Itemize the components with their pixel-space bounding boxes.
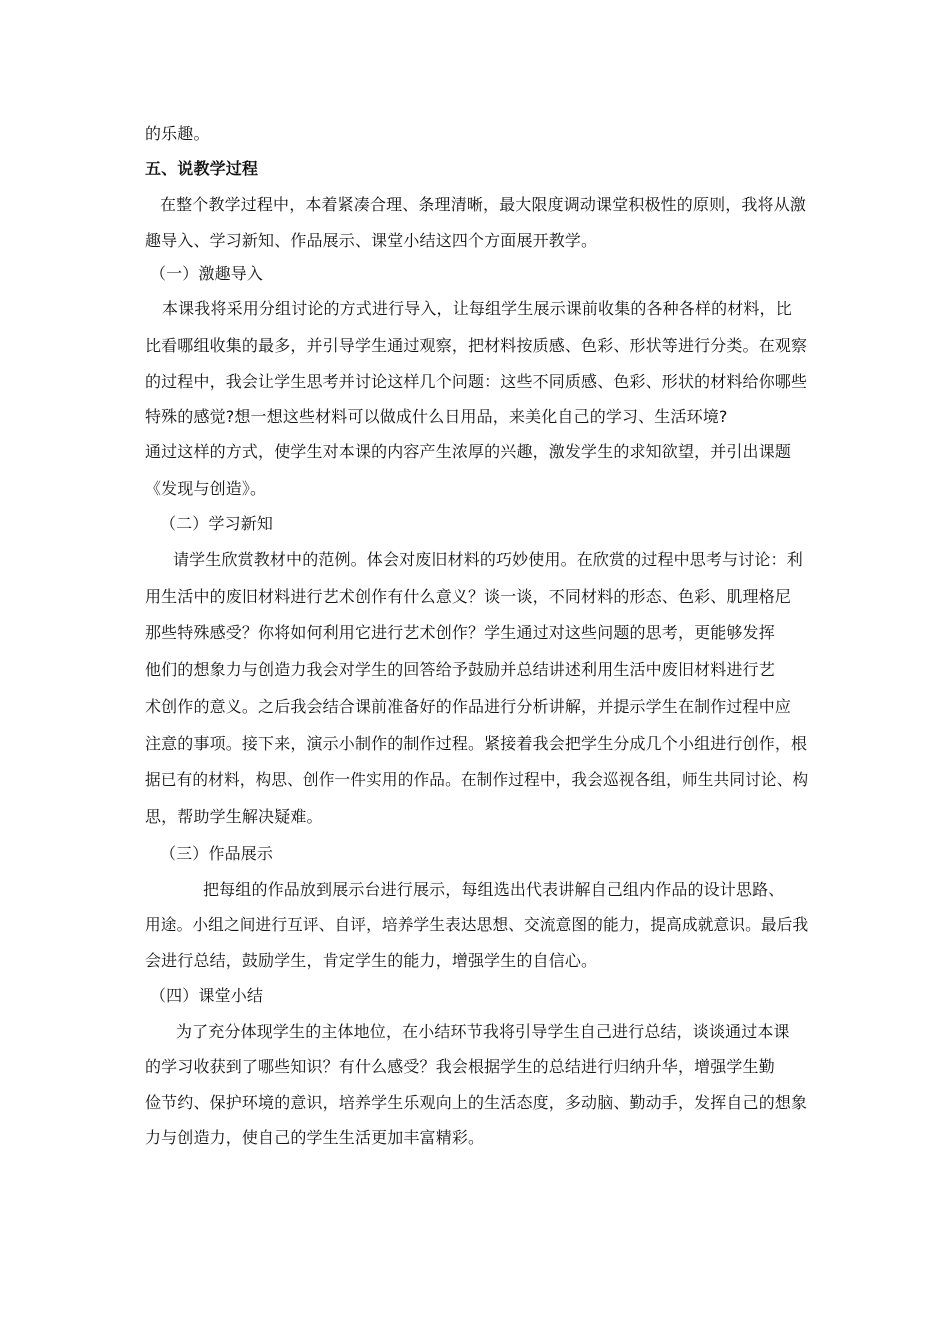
paragraph-line: 把每组的作品放到展示台进行展示，每组选出代表讲解自己组内作品的设计思路、 <box>203 880 785 899</box>
subsection-heading: （四）课堂小结 <box>150 986 264 1005</box>
paragraph-line: 俭节约、保护环境的意识，培养学生乐观向上的生活态度，多动脑、勤动手，发挥自己的想象 <box>145 1093 808 1112</box>
paragraph-line: 他们的想象力与创造力我会对学生的回答给予鼓励并总结讲述利用生活中废旧材料进行艺 <box>145 660 775 679</box>
paragraph-line: 的学习收获到了哪些知识？有什么感受？我会根据学生的总结进行归纳升华，增强学生勤 <box>145 1057 775 1076</box>
subsection-heading: （一）激趣导入 <box>150 264 264 283</box>
paragraph-line: 《发现与创造》。 <box>145 479 267 498</box>
paragraph-line: 据已有的材料，构思、创作一件实用的作品。在制作过程中，我会巡视各组，师生共同讨论、构 <box>145 770 809 789</box>
paragraph-line: 特殊的感觉?想一想这些材料可以做成什么日用品，来美化自己的学习、生活环境? <box>145 407 728 426</box>
paragraph-line: 思，帮助学生解决疑难。 <box>145 807 323 826</box>
paragraph-line: 会进行总结，鼓励学生，肯定学生的能力，增强学生的自信心。 <box>145 951 598 970</box>
paragraph-line: 比看哪组收集的最多，并引导学生通过观察，把材料按质感、色彩、形状等进行分类。在观察 <box>145 336 808 355</box>
paragraph-line: 用生活中的废旧材料进行艺术创作有什么意义？谈一谈，不同材料的形态、色彩、肌理格尼 <box>145 587 792 606</box>
paragraph-line: 的乐趣。 <box>145 124 210 143</box>
paragraph-line: 的过程中，我会让学生思考并讨论这样几个问题：这些不同质感、色彩、形状的材料给你哪些 <box>145 372 808 391</box>
paragraph-line: 用途。小组之间进行互评、自评，培养学生表达思想、交流意图的能力，提高成就意识。最后我 <box>145 915 809 934</box>
paragraph-line: 力与创造力，使自己的学生生活更加丰富精彩。 <box>145 1128 485 1147</box>
paragraph-line: 请学生欣赏教材中的范例。体会对废旧材料的巧妙使用。在欣赏的过程中思考与讨论：利 <box>173 550 803 569</box>
paragraph-line: 通过这样的方式，使学生对本课的内容产生浓厚的兴趣，激发学生的求知欲望，并引出课题 <box>145 442 792 461</box>
section-heading: 五、说教学过程 <box>145 159 259 178</box>
paragraph-line: 趣导入、学习新知、作品展示、课堂小结这四个方面展开教学。 <box>145 231 598 250</box>
paragraph-line: 本课我将采用分组讨论的方式进行导入，让每组学生展示课前收集的各种各样的材料，比 <box>162 299 792 318</box>
paragraph-line: 在整个教学过程中，本着紧凑合理、条理清晰，最大限度调动课堂积极性的原则，我将从激 <box>160 195 807 214</box>
subsection-heading: （三）作品展示 <box>160 844 274 863</box>
paragraph-line: 为了充分体现学生的主体地位，在小结环节我将引导学生自己进行总结，谈谈通过本课 <box>176 1022 790 1041</box>
paragraph-line: 那些特殊感受？你将如何利用它进行艺术创作？学生通过对这些问题的思考，更能够发挥 <box>145 623 775 642</box>
subsection-heading: （二）学习新知 <box>160 514 274 533</box>
paragraph-line: 注意的事项。接下来，演示小制作的制作过程。紧接着我会把学生分成几个小组进行创作，根 <box>145 734 808 753</box>
paragraph-line: 术创作的意义。之后我会结合课前准备好的作品进行分析讲解，并提示学生在制作过程中应 <box>145 697 792 716</box>
